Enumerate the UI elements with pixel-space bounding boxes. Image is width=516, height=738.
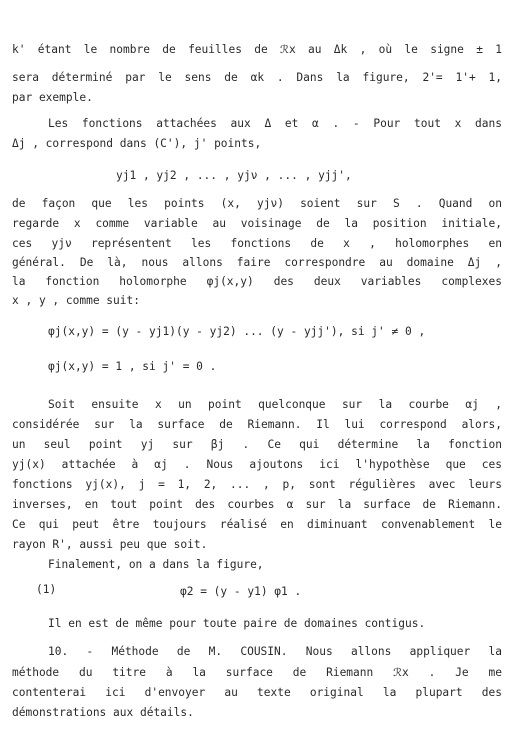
text-line-30: démonstrations aux détails. [12,706,194,719]
text-line-18: yj(x) attachée à αj . Nous ajoutons ici l'hypothèse que ces [12,458,502,471]
text-line-12: x , y , comme suit: [12,294,140,307]
text-line-20: inverses, en tout point des courbes α sur la surface de Riemann. [12,498,502,511]
text-line-1: k' étant le nombre de feuilles de ℛx au Δk , où le signe ± 1 [12,43,502,56]
section-heading-line: Les fonctions attachées aux Δ et α . - Pour tout x dans [48,117,502,130]
text-line-9: ces yjν représentent les fonctions de x , holomorphes en [12,237,502,250]
equation-1: φ2 = (y - y1) φ1 . [180,585,302,598]
text-line-26: Il en est de même pour toute paire de domaines contigus. [48,617,426,630]
text-line-5: Δj , correspond dans (C'), j' points, [12,137,262,150]
text-line-29: contenterai ici d'envoyer au texte original la plupart des [12,686,502,699]
equation-number: (1) [36,583,57,596]
text-line-22: rayon R', aussi peu que soit. [12,538,208,551]
text-line-28: méthode du titre à la surface de Riemann ℛx . Je me [12,666,502,679]
formula-phi-j-one: φj(x,y) = 1 , si j' = 0 . [48,360,217,373]
formula-phi-j: φj(x,y) = (y - yj1)(y - yj2) ... (y - yjj'), si j' ≠ 0 , [48,325,426,338]
text-line-3: par exemple. [12,91,93,104]
text-line-8: regarde x comme variable au voisinage de la position initiale, [12,217,502,230]
text-line-16: considérée sur la surface de Riemann. Il lui correspond alors, [12,418,502,431]
text-line-19: fonctions yj(x), j = 1, 2, ... , p, sont régulières avec leurs [12,478,502,491]
text-line-21: Ce qui peut être toujours réalisé en diminuant convenablement le [12,518,502,531]
text-line-17: un seul point yj sur βj . Ce qui détermine la fonction [12,438,502,451]
points-list: yj1 , yj2 , ... , yjν , ... , yjj', [116,169,352,182]
text-line-11: la fonction holomorphe φj(x,y) des deux variables complexes [12,275,502,288]
text-line-2: sera déterminé par le sens de αk . Dans la figure, 2'= 1'+ 1, [12,71,502,84]
text-line-23: Finalement, on a dans la figure, [48,558,264,571]
text-line-15: Soit ensuite x un point quelconque sur la courbe αj , [48,398,502,411]
text-line-7: de façon que les points (x, yjν) soient sur S . Quand on [12,197,502,210]
section-10-heading-line: 10. - Méthode de M. COUSIN. Nous allons appliquer la [48,645,502,658]
text-line-10: général. De là, nous allons faire correspondre au domaine Δj , [12,256,502,269]
